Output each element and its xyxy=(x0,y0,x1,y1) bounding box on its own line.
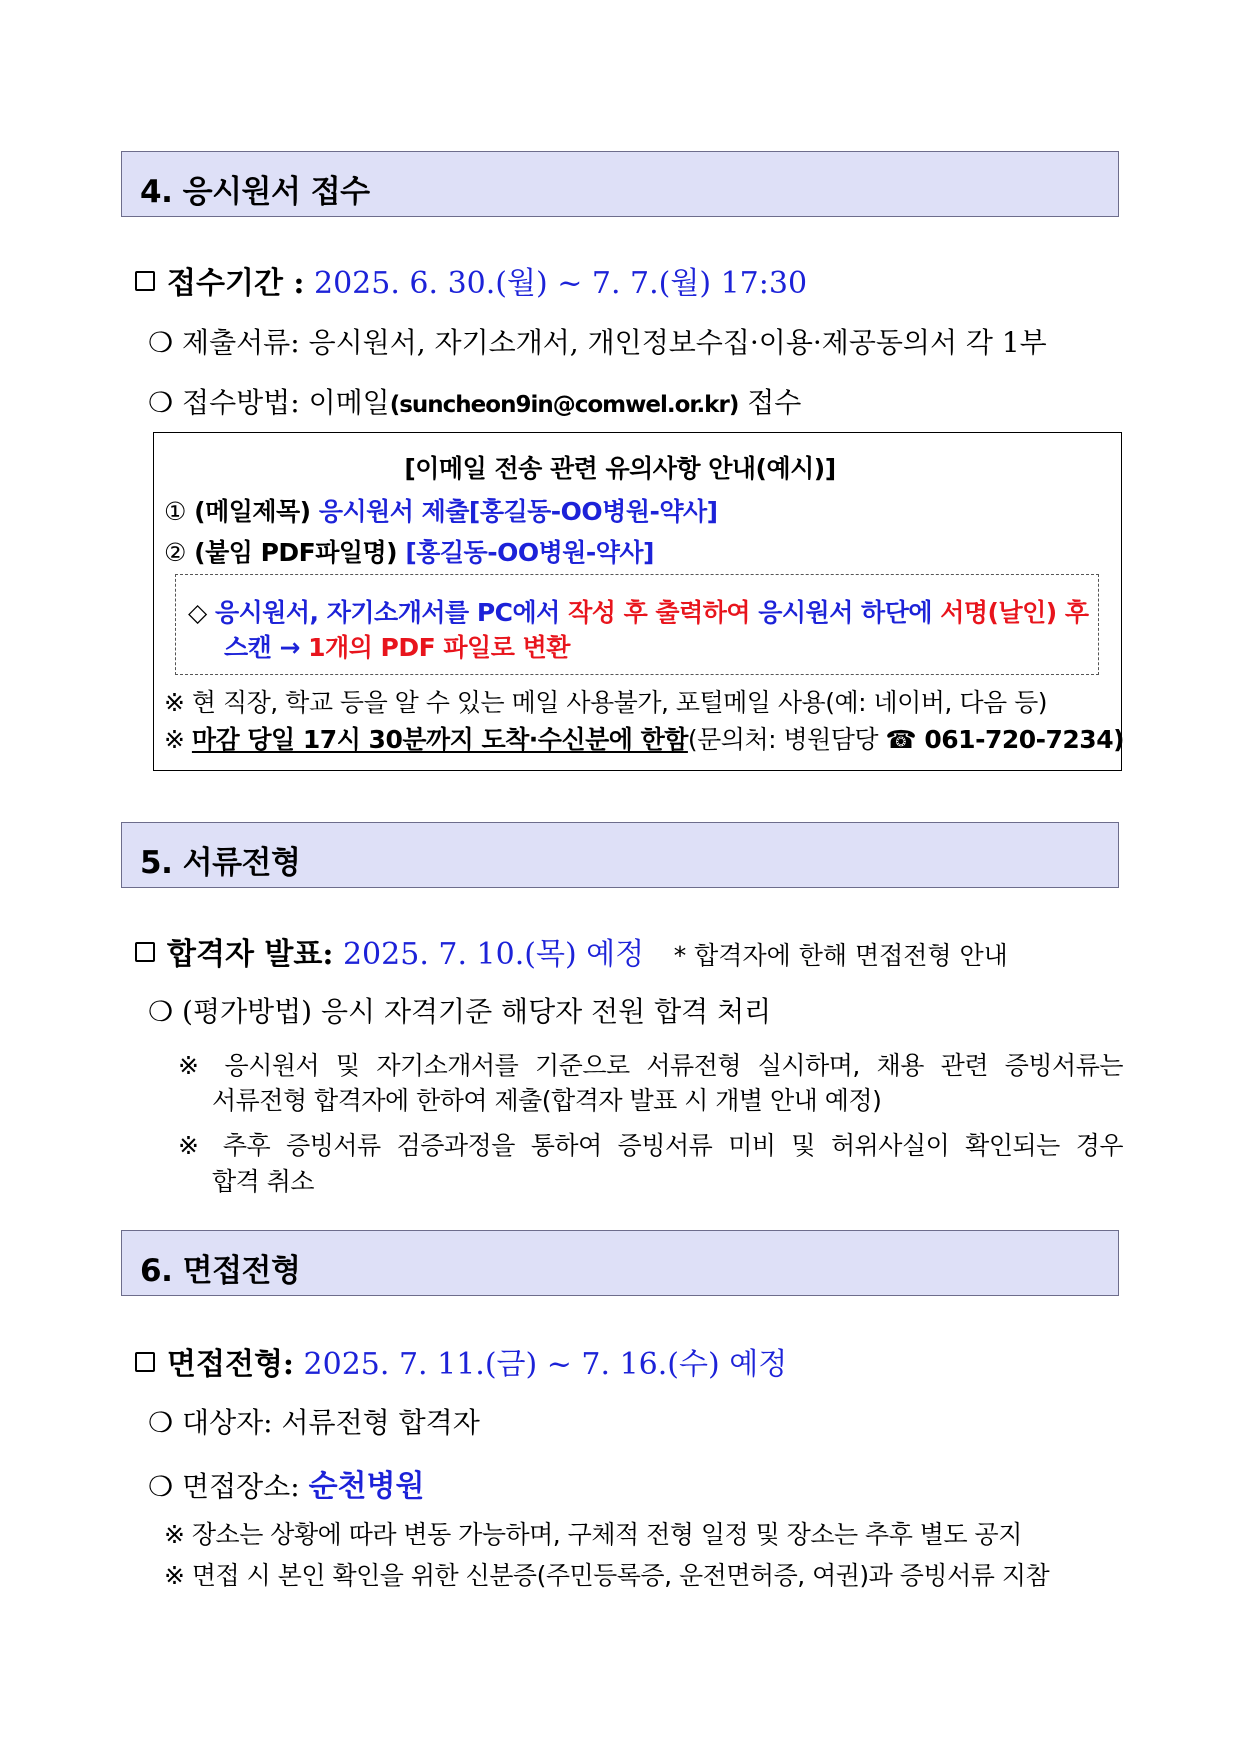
notice-item-1 xyxy=(164,492,718,528)
s6-target-value: 서류전형 합격자 xyxy=(281,1406,480,1439)
s6-place-label: 면접장소: xyxy=(182,1470,300,1503)
notice-warning-2-phone: ☎ 061-720-7234) xyxy=(885,725,1125,754)
s5-announce-label: 합격자 발표: xyxy=(167,937,334,972)
s4-period-line xyxy=(135,258,807,302)
diamond-icon: ◇ xyxy=(188,598,207,627)
notice-inner-line-2 xyxy=(224,628,570,664)
notice-warning-2-mark: ※ xyxy=(164,725,185,754)
s4-period-value: 2025. 6. 30.(월) ~ 7. 7.(월) 17:30 xyxy=(314,266,808,301)
s4-method-label: 접수방법: xyxy=(182,386,300,419)
notice-item-1-value: 응시원서 제출[홍길동-OO병원-약사] xyxy=(318,497,718,526)
s4-method-email: (suncheon9in@comwel.or.kr) xyxy=(389,392,739,418)
s4-method-post: 접수 xyxy=(747,386,802,419)
circle-bullet-icon: ❍ xyxy=(148,1406,174,1439)
notice-inner-part-2: 작성 후 출력하여 xyxy=(568,598,751,627)
s6-place-line xyxy=(148,1461,424,1505)
s6-target-line xyxy=(148,1401,480,1441)
circle-bullet-icon: ❍ xyxy=(148,326,174,359)
section-5-title: 5. 서류전형 xyxy=(140,845,301,881)
s5-method: (평가방법) 응시 자격기준 해당자 전원 합격 처리 xyxy=(182,995,772,1028)
checkbox-square-icon xyxy=(135,271,155,291)
s5-note-1a: ※ 응시원서 및 자기소개서를 기준으로 서류전형 실시하며, 채용 관련 증빙서류는 xyxy=(178,1051,1123,1080)
s5-note-1b: 서류전형 합격자에 한하여 제출(합격자 발표 시 개별 안내 예정) xyxy=(212,1086,882,1115)
checkbox-square-icon xyxy=(135,1352,155,1372)
s6-period-value: 2025. 7. 11.(금) ~ 7. 16.(수) 예정 xyxy=(303,1347,788,1382)
section-6-header xyxy=(121,1230,1119,1296)
notice-inner-part-4: 서명(날인) 후 xyxy=(940,598,1089,627)
s4-docs-value: 응시원서, 자기소개서, 개인정보수집·이용·제공동의서 각 1부 xyxy=(308,326,1047,359)
s4-docs-label: 제출서류: xyxy=(182,326,300,359)
notice-item-2 xyxy=(164,533,654,569)
s5-method-line xyxy=(148,990,771,1030)
circle-bullet-icon: ❍ xyxy=(148,995,174,1028)
notice-item-1-label: (메일제목) xyxy=(194,497,311,526)
notice-item-2-num: ② xyxy=(164,538,186,567)
notice-warning-2-contact: (문의처: 병원담당 xyxy=(687,725,879,754)
s6-place-value: 순천병원 xyxy=(308,1469,425,1504)
s6-target-label: 대상자: xyxy=(182,1406,273,1439)
notice-inner-part-1: 응시원서, 자기소개서를 PC에서 xyxy=(214,598,560,627)
checkbox-square-icon xyxy=(135,942,155,962)
circle-bullet-icon: ❍ xyxy=(148,386,174,419)
section-4-header xyxy=(121,151,1119,217)
s5-announce-note: * 합격자에 한해 면접전형 안내 xyxy=(673,941,1008,970)
s5-note-2a: ※ 추후 증빙서류 검증과정을 통하여 증빙서류 미비 및 허위사실이 확인되는 경우 xyxy=(178,1131,1123,1160)
notice-inner-convert: 1개의 PDF 파일로 변환 xyxy=(308,633,570,662)
notice-inner-scan: 스캔 → xyxy=(224,633,309,662)
s5-note-2b: 합격 취소 xyxy=(212,1167,315,1196)
s4-docs-line xyxy=(148,321,1047,361)
section-4-title: 4. 응시원서 접수 xyxy=(140,174,370,210)
s6-period-line xyxy=(135,1339,787,1383)
notice-inner-part-3: 응시원서 하단에 xyxy=(758,598,933,627)
notice-title: [이메일 전송 관련 유의사항 안내(예시)] xyxy=(404,454,836,483)
notice-item-2-value: [홍길동-OO병원-약사] xyxy=(405,538,654,567)
s6-note-2: ※ 면접 시 본인 확인을 위한 신분증(주민등록증, 운전면허증, 여권)과 증빙서류 지참 xyxy=(164,1561,1050,1590)
notice-inner-line-1 xyxy=(188,593,1089,629)
section-5-header xyxy=(121,822,1119,888)
s4-method-line xyxy=(148,381,801,421)
s5-announce-value: 2025. 7. 10.(목) 예정 xyxy=(342,937,645,972)
circle-bullet-icon: ❍ xyxy=(148,1470,174,1503)
notice-warning-2-deadline: 마감 당일 17시 30분까지 도착·수신분에 한함 xyxy=(191,725,688,754)
s4-method-pre: 이메일 xyxy=(308,386,390,419)
notice-warning-1: ※ 현 직장, 학교 등을 알 수 있는 메일 사용불가, 포털메일 사용(예: 네이버, 다음 등) xyxy=(164,688,1047,717)
s6-period-label: 면접전형: xyxy=(167,1347,294,1382)
notice-item-1-num: ① xyxy=(164,497,186,526)
s4-period-label: 접수기간 : xyxy=(167,266,305,301)
section-6-title: 6. 면접전형 xyxy=(140,1253,301,1289)
notice-warning-2 xyxy=(164,720,1124,756)
s5-announce-line xyxy=(135,929,1008,973)
notice-item-2-label: (붙임 PDF파일명) xyxy=(194,538,398,567)
s6-note-1: ※ 장소는 상황에 따라 변동 가능하며, 구체적 전형 일정 및 장소는 추후 별도 공지 xyxy=(164,1520,1022,1549)
